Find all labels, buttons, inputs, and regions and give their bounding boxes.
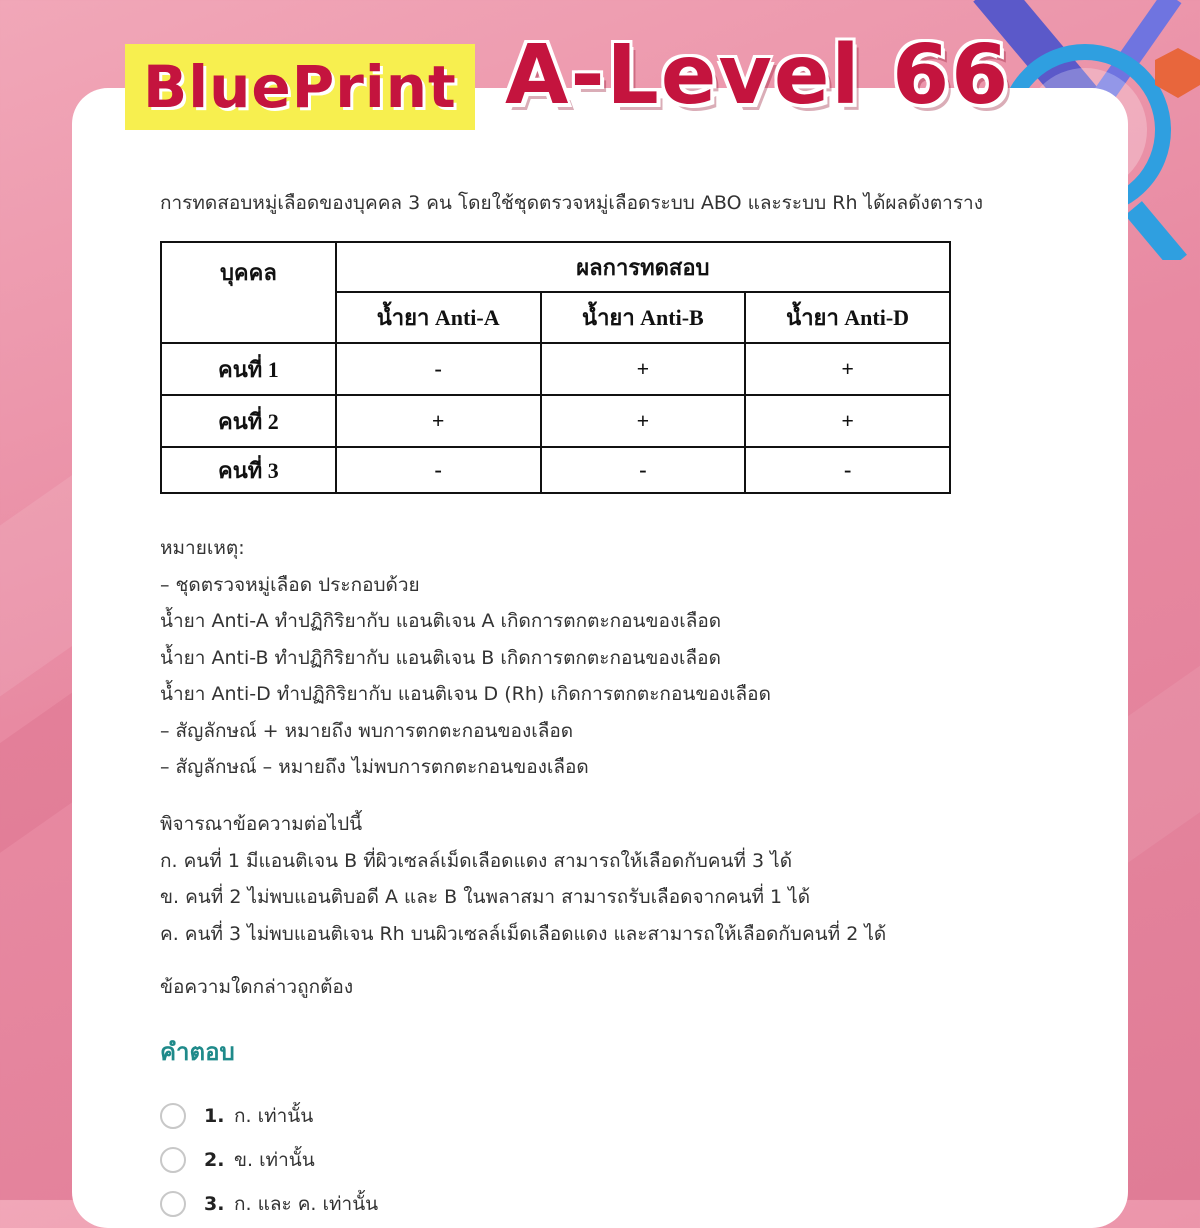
alevel-title: A-Level 66	[505, 28, 1011, 123]
table-row	[161, 343, 950, 395]
row-person: คนที่ 2	[161, 395, 336, 447]
answer-option-2[interactable]	[160, 1138, 760, 1182]
results-table	[160, 241, 951, 494]
statement: ค. คนที่ 3 ไม่พบแอนติเจน Rh บนผิวเซลล์เม็ดเลือดแดง และสามารถให้เลือดกับคนที่ 2 ได้	[160, 922, 887, 945]
option-text: ก. และ ค. เท่านั้น	[234, 1193, 379, 1215]
header-results: ผลการทดสอบ	[336, 242, 950, 292]
cell-value: -	[336, 343, 541, 395]
row-person: คนที่ 3	[161, 447, 336, 493]
radio-button[interactable]	[160, 1191, 186, 1217]
cell-value: +	[336, 395, 541, 447]
note-line: น้ำยา Anti-A ทำปฏิกิริยากับ แอนติเจน A เกิดการตกตะกอนของเลือด	[160, 610, 722, 632]
intro-text: การทดสอบหมู่เลือดของบุคคล 3 คน โดยใช้ชุดตรวจหมู่เลือดระบบ ABO และระบบ Rh ได้ผลดังตาราง	[160, 192, 983, 214]
radio-button[interactable]	[160, 1147, 186, 1173]
statements-section	[160, 806, 1110, 952]
table-row	[161, 395, 950, 447]
option-number: 3.	[204, 1193, 225, 1215]
answer-option-1[interactable]	[160, 1094, 760, 1138]
note-line: น้ำยา Anti-D ทำปฏิกิริยากับ แอนติเจน D (Rh) เกิดการตกตะกอนของเลือด	[160, 683, 771, 705]
answer-title: คำตอบ	[160, 1038, 235, 1066]
statement: ข. คนที่ 2 ไม่พบแอนติบอดี A และ B ในพลาสมา สามารถรับเลือดจากคนที่ 1 ได้	[160, 886, 811, 908]
option-number: 1.	[204, 1105, 225, 1127]
question-intro	[160, 188, 1060, 218]
header-anti-a: น้ำยา Anti-A	[336, 292, 541, 343]
cell-value: +	[541, 343, 746, 395]
answer-options	[160, 1094, 760, 1226]
cell-value: +	[745, 343, 950, 395]
cell-value: +	[745, 395, 950, 447]
option-text: ก. เท่านั้น	[234, 1105, 314, 1127]
blueprint-logo: BluePrint	[125, 44, 475, 130]
option-text: ข. เท่านั้น	[234, 1149, 315, 1171]
note-line: – สัญลักษณ์ + หมายถึง พบการตกตะกอนของเลือด	[160, 719, 574, 742]
statements-title: พิจารณาข้อความต่อไปนี้	[160, 813, 363, 835]
header-anti-d: น้ำยา Anti-D	[745, 292, 950, 343]
question-prompt: ข้อความใดกล่าวถูกต้อง	[160, 976, 354, 998]
notes-section	[160, 530, 1110, 786]
option-number: 2.	[204, 1149, 225, 1171]
cell-value: -	[336, 447, 541, 493]
table-row	[161, 447, 950, 493]
header-person: บุคคล	[161, 242, 336, 343]
answer-option-3[interactable]	[160, 1182, 760, 1226]
cell-value: -	[745, 447, 950, 493]
header-anti-b: น้ำยา Anti-B	[541, 292, 746, 343]
cell-value: +	[541, 395, 746, 447]
note-line: – ชุดตรวจหมู่เลือด ประกอบด้วย	[160, 573, 420, 596]
radio-button[interactable]	[160, 1103, 186, 1129]
notes-title: หมายเหตุ:	[160, 537, 245, 559]
note-line: น้ำยา Anti-B ทำปฏิกิริยากับ แอนติเจน B เกิดการตกตะกอนของเลือด	[160, 646, 721, 669]
note-line: – สัญลักษณ์ – หมายถึง ไม่พบการตกตะกอนของเลือด	[160, 756, 589, 778]
row-person: คนที่ 1	[161, 343, 336, 395]
statement: ก. คนที่ 1 มีแอนติเจน B ที่ผิวเซลล์เม็ดเลือดแดง สามารถให้เลือดกับคนที่ 3 ได้	[160, 849, 793, 872]
cell-value: -	[541, 447, 746, 493]
